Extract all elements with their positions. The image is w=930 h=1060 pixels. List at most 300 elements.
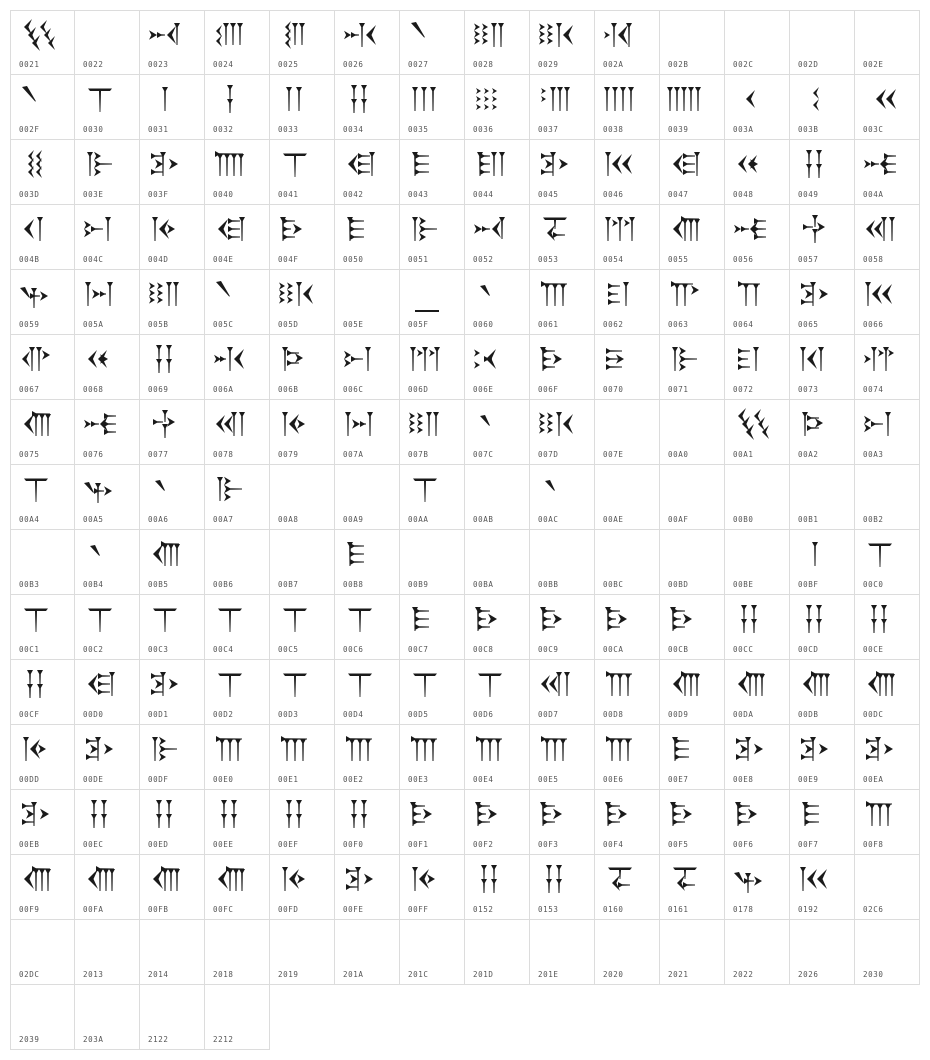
- glyph-cell-0076[interactable]: [75, 400, 140, 465]
- glyph-code-label: 0070: [603, 385, 624, 394]
- glyph-cell-00C0[interactable]: [855, 530, 920, 595]
- cuneiform-glyph-icon: [667, 666, 703, 702]
- glyph-cell-00E6[interactable]: [595, 725, 660, 790]
- glyph-cell-00B4[interactable]: [75, 530, 140, 595]
- glyph-code-label: 00B1: [798, 515, 819, 524]
- glyph-code-label: 006D: [408, 385, 429, 394]
- glyph-cell-00D9[interactable]: [660, 660, 725, 725]
- glyph-cell-00DC[interactable]: [855, 660, 920, 725]
- glyph-cell-0073[interactable]: [790, 335, 855, 400]
- glyph-cell-002A[interactable]: [595, 10, 660, 75]
- glyph-cell-00E1[interactable]: [270, 725, 335, 790]
- cuneiform-glyph-icon: [602, 211, 638, 247]
- glyph-code-label: 0034: [343, 125, 364, 134]
- glyph-cell-003F[interactable]: [140, 140, 205, 205]
- glyph-cell-0059[interactable]: [10, 270, 75, 335]
- cuneiform-glyph-icon: [277, 861, 313, 897]
- glyph-cell-00DA[interactable]: [725, 660, 790, 725]
- glyph-cell-0161[interactable]: [660, 855, 725, 920]
- glyph-cell-005B[interactable]: [140, 270, 205, 335]
- glyph-cell-00D7[interactable]: [530, 660, 595, 725]
- glyph-cell-00BE[interactable]: [725, 530, 790, 595]
- glyph-cell-00EF[interactable]: [270, 790, 335, 855]
- glyph-cell-00B6[interactable]: [205, 530, 270, 595]
- glyph-cell-007E[interactable]: [595, 400, 660, 465]
- glyph-cell-003A[interactable]: [725, 75, 790, 140]
- glyph-cell-0057[interactable]: [790, 205, 855, 270]
- glyph-cell-007A[interactable]: [335, 400, 400, 465]
- glyph-cell-0064[interactable]: [725, 270, 790, 335]
- cuneiform-glyph-icon: [472, 666, 508, 702]
- glyph-cell-0048[interactable]: [725, 140, 790, 205]
- glyph-cell-00F5[interactable]: [660, 790, 725, 855]
- glyph-cell-00AC[interactable]: [530, 465, 595, 530]
- glyph-cell-00E7[interactable]: [660, 725, 725, 790]
- glyph-code-label: 201E: [538, 970, 559, 979]
- glyph-cell-00B9[interactable]: [400, 530, 465, 595]
- glyph-code-label: 00D7: [538, 710, 559, 719]
- glyph-cell-2022[interactable]: [725, 920, 790, 985]
- glyph-cell-0021[interactable]: [10, 10, 75, 75]
- glyph-cell-0069[interactable]: [140, 335, 205, 400]
- cuneiform-glyph-icon: [602, 861, 638, 897]
- cuneiform-glyph-icon: [342, 146, 378, 182]
- glyph-cell-004D[interactable]: [140, 205, 205, 270]
- glyph-cell-004E[interactable]: [205, 205, 270, 270]
- glyph-cell-0160[interactable]: [595, 855, 660, 920]
- glyph-cell-0060[interactable]: [465, 270, 530, 335]
- glyph-cell-00DE[interactable]: [75, 725, 140, 790]
- glyph-cell-0037[interactable]: [530, 75, 595, 140]
- glyph-cell-00C7[interactable]: [400, 595, 465, 660]
- cuneiform-glyph-icon: [18, 471, 54, 507]
- glyph-cell-0035[interactable]: [400, 75, 465, 140]
- cuneiform-glyph-icon: [147, 81, 183, 117]
- glyph-cell-00F4[interactable]: [595, 790, 660, 855]
- glyph-cell-0074[interactable]: [855, 335, 920, 400]
- glyph-cell-0042[interactable]: [335, 140, 400, 205]
- glyph-cell-00BD[interactable]: [660, 530, 725, 595]
- glyph-cell-00F2[interactable]: [465, 790, 530, 855]
- glyph-cell-00C3[interactable]: [140, 595, 205, 660]
- glyph-cell-00CD[interactable]: [790, 595, 855, 660]
- glyph-cell-2020[interactable]: [595, 920, 660, 985]
- glyph-cell-003D[interactable]: [10, 140, 75, 205]
- cuneiform-glyph-icon: [342, 731, 378, 767]
- glyph-cell-00EC[interactable]: [75, 790, 140, 855]
- glyph-cell-0068[interactable]: [75, 335, 140, 400]
- glyph-code-label: 00BB: [538, 580, 559, 589]
- glyph-cell-0192[interactable]: [790, 855, 855, 920]
- glyph-cell-00D4[interactable]: [335, 660, 400, 725]
- glyph-cell-203A[interactable]: [75, 985, 140, 1050]
- glyph-cell-003E[interactable]: [75, 140, 140, 205]
- glyph-code-label: 004E: [213, 255, 234, 264]
- glyph-cell-00FD[interactable]: [270, 855, 335, 920]
- glyph-cell-0054[interactable]: [595, 205, 660, 270]
- glyph-cell-00F0[interactable]: [335, 790, 400, 855]
- cuneiform-glyph-icon: [407, 471, 443, 507]
- cuneiform-glyph-icon: [537, 666, 573, 702]
- glyph-cell-00E2[interactable]: [335, 725, 400, 790]
- glyph-code-label: 0077: [148, 450, 169, 459]
- glyph-cell-0070[interactable]: [595, 335, 660, 400]
- glyph-cell-00D8[interactable]: [595, 660, 660, 725]
- glyph-cell-0078[interactable]: [205, 400, 270, 465]
- glyph-cell-00BA[interactable]: [465, 530, 530, 595]
- glyph-cell-005A[interactable]: [75, 270, 140, 335]
- glyph-cell-201D[interactable]: [465, 920, 530, 985]
- cuneiform-glyph-icon: [407, 406, 443, 442]
- glyph-cell-00E3[interactable]: [400, 725, 465, 790]
- glyph-code-label: 00C3: [148, 645, 169, 654]
- glyph-cell-00D2[interactable]: [205, 660, 270, 725]
- glyph-cell-2030[interactable]: [855, 920, 920, 985]
- glyph-cell-0034[interactable]: [335, 75, 400, 140]
- cuneiform-glyph-icon: [147, 146, 183, 182]
- glyph-cell-00EE[interactable]: [205, 790, 270, 855]
- glyph-cell-0053[interactable]: [530, 205, 595, 270]
- glyph-cell-00E0[interactable]: [205, 725, 270, 790]
- glyph-code-label: 00E7: [668, 775, 689, 784]
- glyph-cell-004C[interactable]: [75, 205, 140, 270]
- glyph-cell-007C[interactable]: [465, 400, 530, 465]
- glyph-code-label: 003D: [19, 190, 40, 199]
- glyph-cell-0044[interactable]: [465, 140, 530, 205]
- glyph-cell-00A4[interactable]: [10, 465, 75, 530]
- glyph-cell-00C4[interactable]: [205, 595, 270, 660]
- glyph-cell-006E[interactable]: [465, 335, 530, 400]
- glyph-cell-0062[interactable]: [595, 270, 660, 335]
- glyph-cell-0028[interactable]: [465, 10, 530, 75]
- glyph-cell-00EB[interactable]: [10, 790, 75, 855]
- glyph-cell-0178[interactable]: [725, 855, 790, 920]
- glyph-cell-00B5[interactable]: [140, 530, 205, 595]
- glyph-cell-003B[interactable]: [790, 75, 855, 140]
- cuneiform-glyph-icon: [407, 276, 443, 312]
- glyph-cell-007D[interactable]: [530, 400, 595, 465]
- glyph-cell-0152[interactable]: [465, 855, 530, 920]
- glyph-code-label: 0026: [343, 60, 364, 69]
- glyph-cell-0055[interactable]: [660, 205, 725, 270]
- glyph-cell-00DB[interactable]: [790, 660, 855, 725]
- glyph-cell-00B1[interactable]: [790, 465, 855, 530]
- glyph-cell-00D3[interactable]: [270, 660, 335, 725]
- glyph-cell-00AB[interactable]: [465, 465, 530, 530]
- glyph-cell-004B[interactable]: [10, 205, 75, 270]
- glyph-cell-005E[interactable]: [335, 270, 400, 335]
- cuneiform-glyph-icon: [797, 211, 833, 247]
- cuneiform-glyph-icon: [862, 666, 898, 702]
- glyph-code-label: 0040: [213, 190, 234, 199]
- cuneiform-glyph-icon: [537, 146, 573, 182]
- glyph-cell-00FF[interactable]: [400, 855, 465, 920]
- glyph-code-label: 2039: [19, 1035, 40, 1044]
- glyph-code-label: 0061: [538, 320, 559, 329]
- cuneiform-glyph-icon: [537, 861, 573, 897]
- glyph-cell-0026[interactable]: [335, 10, 400, 75]
- glyph-cell-005C[interactable]: [205, 270, 270, 335]
- glyph-cell-002D[interactable]: [790, 10, 855, 75]
- glyph-cell-2122[interactable]: [140, 985, 205, 1050]
- glyph-cell-006D[interactable]: [400, 335, 465, 400]
- glyph-cell-2014[interactable]: [140, 920, 205, 985]
- glyph-cell-0033[interactable]: [270, 75, 335, 140]
- cuneiform-glyph-icon: [18, 796, 54, 832]
- glyph-cell-0024[interactable]: [205, 10, 270, 75]
- glyph-cell-2019[interactable]: [270, 920, 335, 985]
- glyph-cell-0038[interactable]: [595, 75, 660, 140]
- cuneiform-glyph-icon: [18, 861, 54, 897]
- glyph-cell-0030[interactable]: [75, 75, 140, 140]
- glyph-cell-201E[interactable]: [530, 920, 595, 985]
- glyph-cell-00C2[interactable]: [75, 595, 140, 660]
- glyph-cell-0031[interactable]: [140, 75, 205, 140]
- glyph-cell-00C8[interactable]: [465, 595, 530, 660]
- glyph-code-label: 00AE: [603, 515, 624, 524]
- glyph-cell-0065[interactable]: [790, 270, 855, 335]
- glyph-cell-00A7[interactable]: [205, 465, 270, 530]
- glyph-cell-00FA[interactable]: [75, 855, 140, 920]
- glyph-cell-0072[interactable]: [725, 335, 790, 400]
- glyph-cell-00BB[interactable]: [530, 530, 595, 595]
- glyph-cell-00EA[interactable]: [855, 725, 920, 790]
- glyph-cell-00A3[interactable]: [855, 400, 920, 465]
- glyph-cell-00B7[interactable]: [270, 530, 335, 595]
- glyph-cell-00FE[interactable]: [335, 855, 400, 920]
- cuneiform-glyph-icon: [147, 536, 183, 572]
- cuneiform-glyph-icon: [732, 666, 768, 702]
- glyph-cell-0025[interactable]: [270, 10, 335, 75]
- glyph-code-label: 0076: [83, 450, 104, 459]
- glyph-cell-00C6[interactable]: [335, 595, 400, 660]
- glyph-code-label: 0078: [213, 450, 234, 459]
- cuneiform-glyph-icon: [537, 406, 573, 442]
- glyph-cell-2018[interactable]: [205, 920, 270, 985]
- cuneiform-glyph-icon: [277, 666, 313, 702]
- glyph-cell-00CB[interactable]: [660, 595, 725, 660]
- glyph-cell-00A5[interactable]: [75, 465, 140, 530]
- glyph-cell-0046[interactable]: [595, 140, 660, 205]
- cuneiform-glyph-icon: [342, 861, 378, 897]
- glyph-cell-003C[interactable]: [855, 75, 920, 140]
- glyph-cell-007B[interactable]: [400, 400, 465, 465]
- glyph-cell-2026[interactable]: [790, 920, 855, 985]
- glyph-cell-2013[interactable]: [75, 920, 140, 985]
- cuneiform-glyph-icon: [472, 861, 508, 897]
- glyph-cell-00B3[interactable]: [10, 530, 75, 595]
- glyph-cell-006B[interactable]: [270, 335, 335, 400]
- cuneiform-glyph-icon: [342, 536, 378, 572]
- glyph-cell-00C1[interactable]: [10, 595, 75, 660]
- glyph-cell-00C5[interactable]: [270, 595, 335, 660]
- glyph-cell-0022[interactable]: [75, 10, 140, 75]
- glyph-code-label: 2018: [213, 970, 234, 979]
- glyph-cell-00B8[interactable]: [335, 530, 400, 595]
- glyph-cell-006C[interactable]: [335, 335, 400, 400]
- glyph-cell-0052[interactable]: [465, 205, 530, 270]
- glyph-code-label: 00CB: [668, 645, 689, 654]
- glyph-cell-0039[interactable]: [660, 75, 725, 140]
- glyph-cell-0056[interactable]: [725, 205, 790, 270]
- glyph-code-label: 2122: [148, 1035, 169, 1044]
- glyph-code-label: 00D8: [603, 710, 624, 719]
- glyph-cell-0040[interactable]: [205, 140, 270, 205]
- glyph-cell-0067[interactable]: [10, 335, 75, 400]
- cuneiform-glyph-icon: [862, 211, 898, 247]
- cuneiform-glyph-icon: [667, 276, 703, 312]
- glyph-cell-0058[interactable]: [855, 205, 920, 270]
- glyph-code-label: 00C7: [408, 645, 429, 654]
- glyph-cell-0079[interactable]: [270, 400, 335, 465]
- glyph-cell-0027[interactable]: [400, 10, 465, 75]
- glyph-cell-0071[interactable]: [660, 335, 725, 400]
- glyph-code-label: 0152: [473, 905, 494, 914]
- glyph-code-label: 0045: [538, 190, 559, 199]
- glyph-cell-00F9[interactable]: [10, 855, 75, 920]
- glyph-code-label: 00ED: [148, 840, 169, 849]
- glyph-cell-006A[interactable]: [205, 335, 270, 400]
- glyph-cell-2212[interactable]: [205, 985, 270, 1050]
- glyph-code-label: 00D6: [473, 710, 494, 719]
- glyph-cell-00DD[interactable]: [10, 725, 75, 790]
- glyph-cell-00E8[interactable]: [725, 725, 790, 790]
- glyph-cell-00BC[interactable]: [595, 530, 660, 595]
- glyph-cell-00A0[interactable]: [660, 400, 725, 465]
- glyph-cell-00F8[interactable]: [855, 790, 920, 855]
- glyph-cell-00D6[interactable]: [465, 660, 530, 725]
- cuneiform-glyph-icon: [82, 341, 118, 377]
- glyph-cell-0045[interactable]: [530, 140, 595, 205]
- glyph-cell-0050[interactable]: [335, 205, 400, 270]
- glyph-cell-00FC[interactable]: [205, 855, 270, 920]
- cuneiform-glyph-icon: [82, 861, 118, 897]
- glyph-cell-004A[interactable]: [855, 140, 920, 205]
- cuneiform-glyph-icon: [212, 666, 248, 702]
- cuneiform-glyph-icon: [667, 341, 703, 377]
- glyph-cell-00E4[interactable]: [465, 725, 530, 790]
- glyph-code-label: 00CA: [603, 645, 624, 654]
- glyph-code-label: 007C: [473, 450, 494, 459]
- glyph-cell-0153[interactable]: [530, 855, 595, 920]
- glyph-cell-0049[interactable]: [790, 140, 855, 205]
- cuneiform-glyph-icon: [277, 796, 313, 832]
- glyph-cell-00E5[interactable]: [530, 725, 595, 790]
- glyph-cell-00F7[interactable]: [790, 790, 855, 855]
- glyph-cell-00ED[interactable]: [140, 790, 205, 855]
- glyph-code-label: 0036: [473, 125, 494, 134]
- glyph-cell-00DF[interactable]: [140, 725, 205, 790]
- cuneiform-glyph-icon: [797, 406, 833, 442]
- glyph-cell-0047[interactable]: [660, 140, 725, 205]
- glyph-code-label: 00CC: [733, 645, 754, 654]
- cuneiform-glyph-icon: [342, 211, 378, 247]
- glyph-cell-005D[interactable]: [270, 270, 335, 335]
- glyph-cell-0032[interactable]: [205, 75, 270, 140]
- glyph-cell-00BF[interactable]: [790, 530, 855, 595]
- cuneiform-glyph-icon: [472, 81, 508, 117]
- glyph-cell-00AF[interactable]: [660, 465, 725, 530]
- glyph-code-label: 004C: [83, 255, 104, 264]
- glyph-cell-201A[interactable]: [335, 920, 400, 985]
- glyph-cell-00CC[interactable]: [725, 595, 790, 660]
- cuneiform-glyph-icon: [797, 536, 833, 572]
- cuneiform-glyph-icon: [277, 601, 313, 637]
- cuneiform-glyph-icon: [147, 406, 183, 442]
- glyph-cell-00B2[interactable]: [855, 465, 920, 530]
- glyph-code-label: 203A: [83, 1035, 104, 1044]
- glyph-cell-0075[interactable]: [10, 400, 75, 465]
- glyph-code-label: 00AA: [408, 515, 429, 524]
- glyph-cell-00A2[interactable]: [790, 400, 855, 465]
- glyph-cell-0043[interactable]: [400, 140, 465, 205]
- glyph-cell-00A8[interactable]: [270, 465, 335, 530]
- glyph-cell-00D1[interactable]: [140, 660, 205, 725]
- glyph-cell-00F1[interactable]: [400, 790, 465, 855]
- glyph-cell-005F[interactable]: [400, 270, 465, 335]
- glyph-cell-201C[interactable]: [400, 920, 465, 985]
- glyph-code-label: 00F3: [538, 840, 559, 849]
- cuneiform-glyph-icon: [862, 796, 898, 832]
- cuneiform-glyph-icon: [862, 601, 898, 637]
- glyph-cell-02C6[interactable]: [855, 855, 920, 920]
- glyph-cell-00CF[interactable]: [10, 660, 75, 725]
- glyph-cell-004F[interactable]: [270, 205, 335, 270]
- glyph-cell-00E9[interactable]: [790, 725, 855, 790]
- glyph-cell-2021[interactable]: [660, 920, 725, 985]
- glyph-cell-00F6[interactable]: [725, 790, 790, 855]
- glyph-cell-0023[interactable]: [140, 10, 205, 75]
- glyph-cell-0066[interactable]: [855, 270, 920, 335]
- glyph-cell-002F[interactable]: [10, 75, 75, 140]
- glyph-cell-0029[interactable]: [530, 10, 595, 75]
- glyph-cell-00CA[interactable]: [595, 595, 660, 660]
- glyph-cell-0063[interactable]: [660, 270, 725, 335]
- glyph-cell-006F[interactable]: [530, 335, 595, 400]
- glyph-cell-002C[interactable]: [725, 10, 790, 75]
- glyph-code-label: 00C8: [473, 645, 494, 654]
- glyph-cell-00A1[interactable]: [725, 400, 790, 465]
- glyph-cell-0041[interactable]: [270, 140, 335, 205]
- glyph-cell-00A9[interactable]: [335, 465, 400, 530]
- cuneiform-glyph-icon: [537, 276, 573, 312]
- glyph-cell-2039[interactable]: [10, 985, 75, 1050]
- glyph-cell-00D0[interactable]: [75, 660, 140, 725]
- glyph-cell-00F3[interactable]: [530, 790, 595, 855]
- glyph-cell-002E[interactable]: [855, 10, 920, 75]
- glyph-cell-002B[interactable]: [660, 10, 725, 75]
- cuneiform-glyph-icon: [732, 341, 768, 377]
- glyph-cell-00AE[interactable]: [595, 465, 660, 530]
- glyph-cell-00B0[interactable]: [725, 465, 790, 530]
- glyph-cell-00AA[interactable]: [400, 465, 465, 530]
- glyph-cell-02DC[interactable]: [10, 920, 75, 985]
- cuneiform-glyph-icon: [212, 341, 248, 377]
- glyph-cell-00C9[interactable]: [530, 595, 595, 660]
- glyph-cell-0036[interactable]: [465, 75, 530, 140]
- glyph-cell-00A6[interactable]: [140, 465, 205, 530]
- glyph-cell-0061[interactable]: [530, 270, 595, 335]
- glyph-code-label: 0042: [343, 190, 364, 199]
- cuneiform-glyph-icon: [82, 81, 118, 117]
- glyph-cell-00D5[interactable]: [400, 660, 465, 725]
- cuneiform-glyph-icon: [342, 17, 378, 53]
- glyph-code-label: 00C4: [213, 645, 234, 654]
- glyph-cell-00FB[interactable]: [140, 855, 205, 920]
- glyph-cell-00CE[interactable]: [855, 595, 920, 660]
- glyph-cell-0051[interactable]: [400, 205, 465, 270]
- glyph-cell-0077[interactable]: [140, 400, 205, 465]
